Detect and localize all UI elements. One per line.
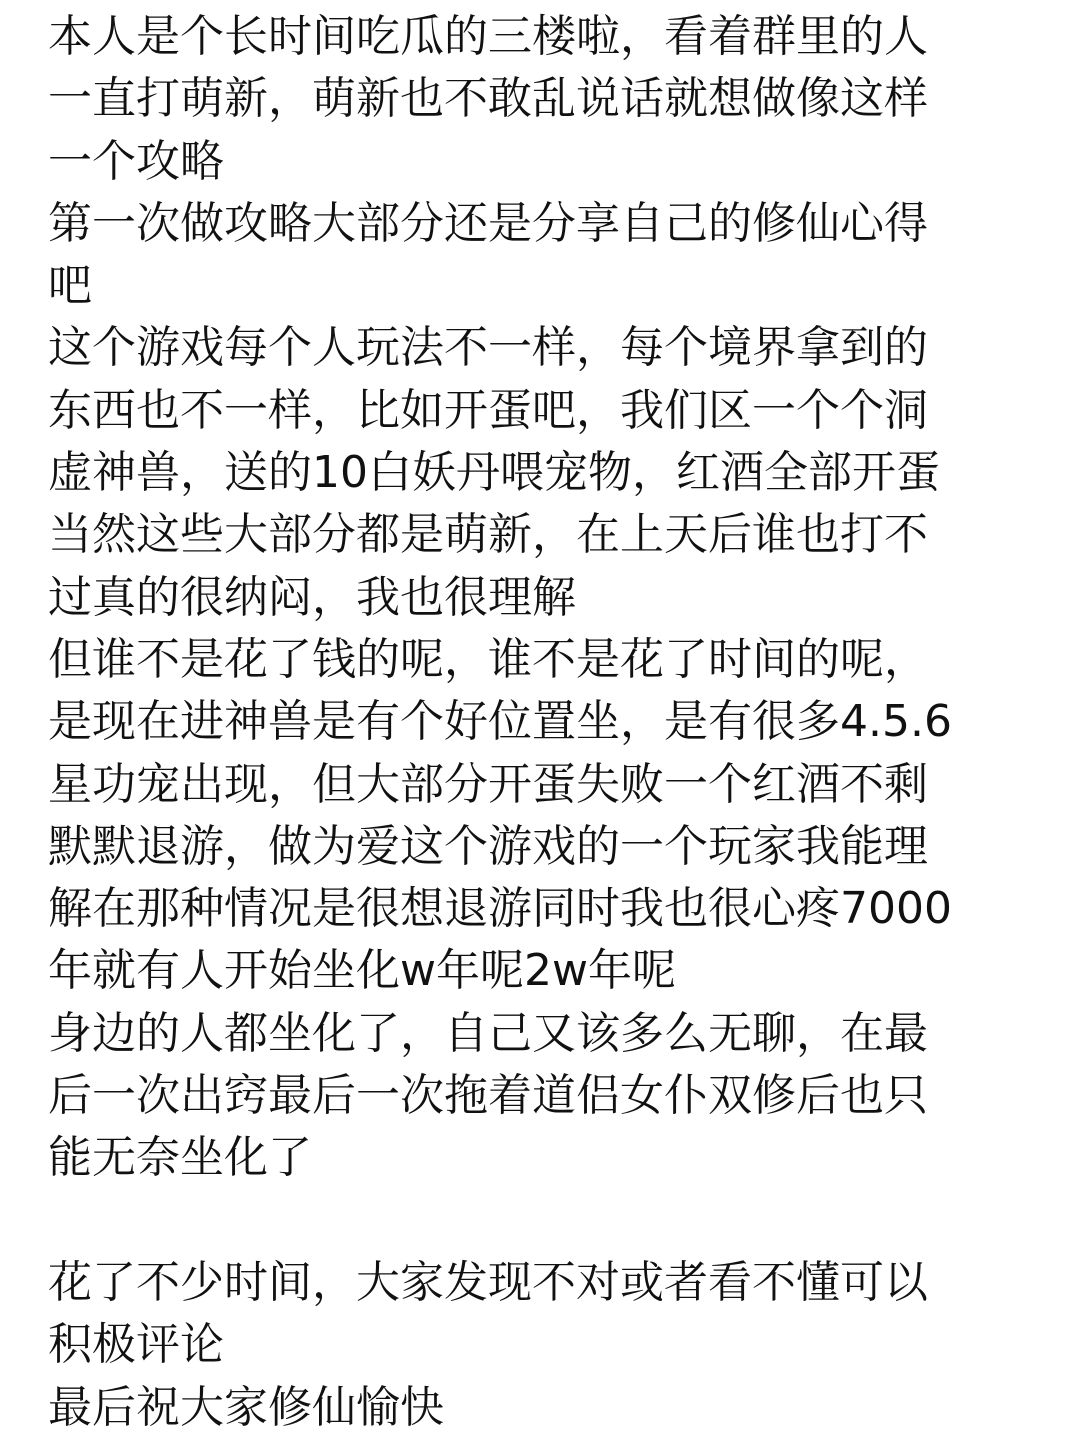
text-line: 积极评论 [48,1319,224,1371]
text-line: 吧 [48,260,92,312]
blank-line [48,1190,1048,1252]
text-line: 默默退游，做为爱这个游戏的一个玩家我能理 [48,820,928,872]
text-line: 第一次做攻略大部分还是分享自己的修仙心得 [48,197,928,249]
text-line: 身边的人都坐化了，自己又该多么无聊，在最 [48,1007,928,1059]
text-line: 最后祝大家修仙愉快 [48,1381,444,1433]
text-line: 当然这些大部分都是萌新，在上天后谁也打不 [48,509,928,561]
text-line: 这个游戏每个人玩法不一样，每个境界拿到的 [48,322,928,374]
text-line: 年就有人开始坐化w年呢2w年呢 [48,945,676,997]
text-line: 过真的很纳闷，我也很理解 [48,571,576,623]
text-line: 星功宠出现，但大部分开蛋失败一个红酒不剩 [48,758,928,810]
text-line: 但谁不是花了钱的呢，谁不是花了时间的呢， [48,633,928,685]
text-line: 后一次出窍最后一次拖着道侣女仆双修后也只 [48,1070,928,1122]
text-line: 东西也不一样，比如开蛋吧，我们区一个个洞 [48,384,928,436]
text-line: 本人是个长时间吃瓜的三楼啦，看着群里的人 [48,11,928,62]
text-line: 虚神兽，送的10白妖丹喂宠物，红酒全部开蛋 [48,447,940,499]
document-body [48,6,1048,1439]
text-line: 一直打萌新，萌新也不敢乱说话就想做像这样 [48,73,928,125]
text-line: 是现在进神兽是有个好位置坐，是有很多4.5.6 [48,696,952,748]
text-line: 一个攻略 [48,135,224,187]
text-line: 解在那种情况是很想退游同时我也很心疼7000 [48,883,952,935]
text-line: 能无奈坐化了 [48,1132,312,1184]
text-line: 花了不少时间，大家发现不对或者看不懂可以 [48,1256,928,1308]
